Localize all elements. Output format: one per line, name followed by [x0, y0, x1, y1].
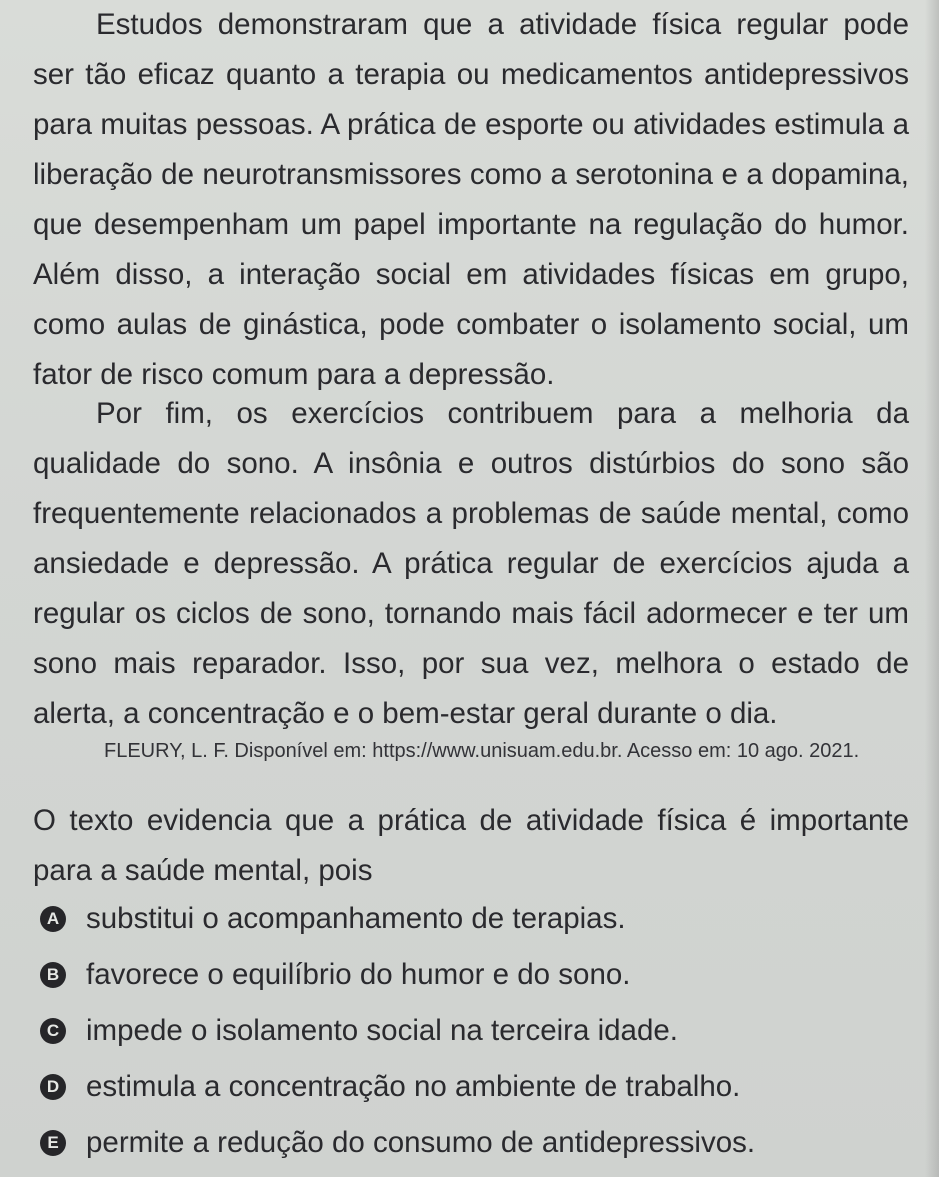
option-b-letter-badge: B — [40, 962, 66, 988]
answer-options — [40, 891, 920, 1171]
option-c-letter-badge: C — [40, 1018, 66, 1044]
option-e[interactable] — [40, 1115, 920, 1171]
option-a[interactable] — [40, 891, 920, 947]
option-c[interactable] — [40, 1003, 920, 1059]
page-edge-shadow — [925, 0, 939, 1177]
article-paragraph-1: Estudos demonstraram que a atividade física regular pode ser tão eficaz quanto a terapia ou medicamentos antidepressivos para muitas pessoas. A prática de esporte ou atividades estimula a liberação de neurotransmissores como a serotonina e a dopamina, que desempenham um papel importante na regulação do humor. Além disso, a interação social em atividades físicas em grupo, como aulas de ginástica, pode combater o isolamento social, um fator de risco comum para a depressão. — [33, 8, 909, 391]
option-c-text: impede o isolamento social na terceira idade. — [86, 1014, 678, 1047]
option-e-text: permite a redução do consumo de antidepressivos. — [86, 1126, 756, 1159]
article-paragraph-2: Por fim, os exercícios contribuem para a melhoria da qualidade do sono. A insônia e outros distúrbios do sono são frequentemente relacionados a problemas de saúde mental, como ansiedade e depressão. A prática regular de exercícios ajuda a regular os ciclos de sono, tornando mais fácil adormecer e ter um sono mais reparador. Isso, por sua vez, melhora o estado de alerta, a concentração e o bem-estar geral durante o dia. — [33, 397, 909, 730]
option-a-letter-badge: A — [40, 906, 66, 932]
option-e-letter-badge: E — [40, 1130, 66, 1156]
option-b-text: favorece o equilíbrio do humor e do sono. — [86, 958, 631, 991]
option-d-text: estimula a concentração no ambiente de trabalho. — [86, 1070, 741, 1103]
option-a-text: substitui o acompanhamento de terapias. — [86, 902, 626, 935]
source-citation: FLEURY, L. F. Disponível em: https://www.unisuam.edu.br. Acesso em: 10 ago. 2021. — [104, 740, 860, 762]
question-prompt: O texto evidencia que a prática de atividade física é importante para a saúde mental, pois — [33, 804, 909, 887]
option-b[interactable] — [40, 947, 920, 1003]
option-d[interactable] — [40, 1059, 920, 1115]
option-d-letter-badge: D — [40, 1074, 66, 1100]
